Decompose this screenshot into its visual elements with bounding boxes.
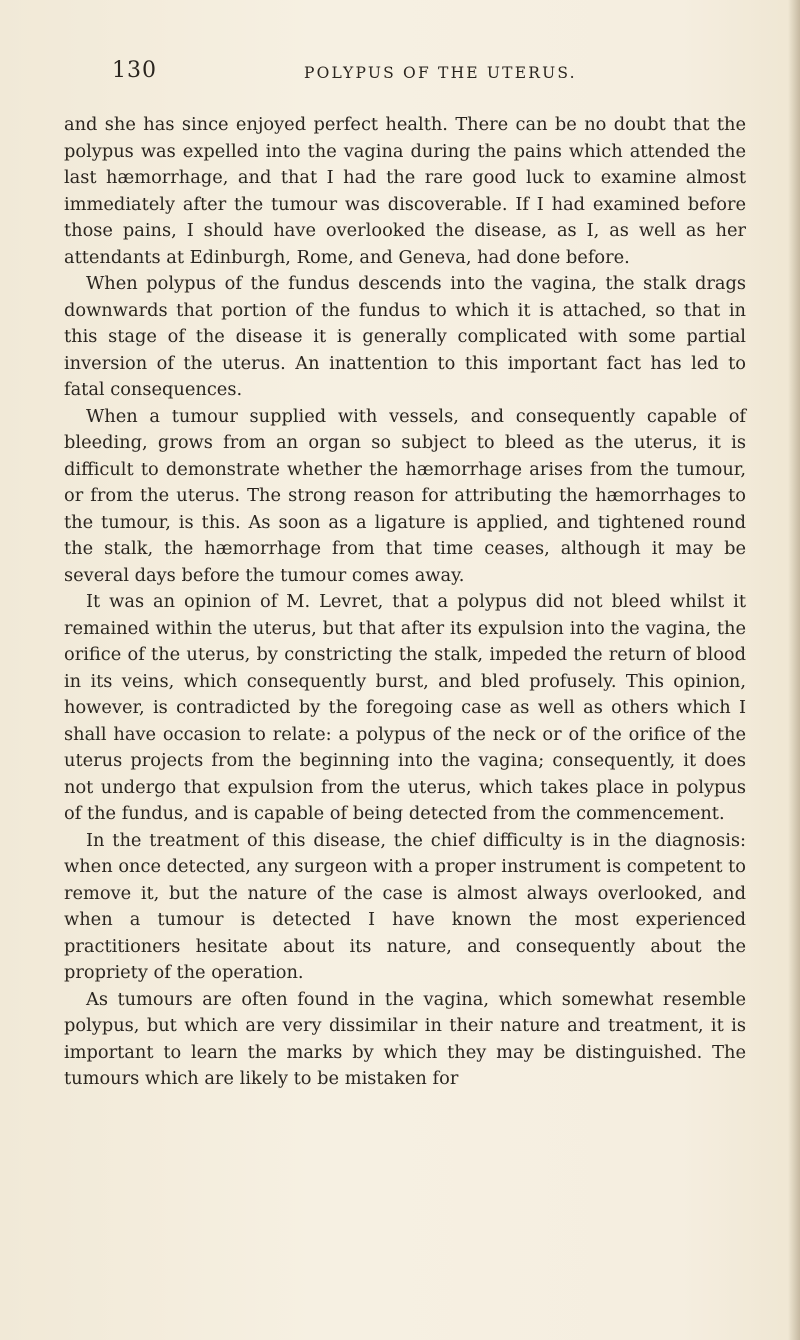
- paragraph: When polypus of the fundus descends into the vagina, the stalk drags downwards that portion of the fundus to which it is attached, so that in this stage of the disease it is generally complicated with some partial inversion of the uterus. An inattention to this important fact has led to fatal consequences.: [64, 273, 746, 400]
- paragraph: In the treatment of this disease, the chief difficulty is in the diagnosis: when once detected, any surgeon with a proper instrument is competent to remove it, but the nature of the case is almost always overlooked, and when a tumour is detected I have known the most experienced practitioners hesitate about its nature, and consequently about the propriety of the operation.: [64, 829, 746, 983]
- paragraph: As tumours are often found in the vagina, which somewhat resemble polypus, but which are very dissimilar in their nature and treatment, it is important to learn the marks by which they may be distinguished. The tumours which are likely to be mistaken for: [64, 988, 746, 1089]
- running-title: POLYPUS OF THE UTERUS.: [304, 64, 577, 82]
- paragraph: When a tumour supplied with vessels, and consequently capable of bleeding, grows from an organ so subject to bleed as the uterus, it is difficult to demonstrate whether the hæmorrhage arises from the tumour, or from the uterus. The strong reason for attributing the hæmorrhages to the tumour, is this. As soon as a ligature is applied, and tightened round the stalk, the hæmorrhage from that time ceases, although it may be several days before the tumour comes away.: [64, 405, 746, 586]
- page-edge-shadow: [788, 0, 800, 1340]
- page-number: 130: [112, 58, 157, 83]
- paragraph: It was an opinion of M. Levret, that a polypus did not bleed whilst it remained within the uterus, but that after its expulsion into the vagina, the orifice of the uterus, by constricting the stalk, impeded the return of blood in its veins, which consequently burst, and bled profusely. This opinion, however, is contradicted by the foregoing case as well as others which I shall have occasion to relate: a polypus of the neck or of the orifice of the uterus projects from the beginning into the vagina; consequently, it does not undergo that expulsion from the uterus, which takes place in polypus of the fundus, and is capable of being detected from the commencement.: [64, 591, 746, 824]
- page-header: [0, 58, 800, 88]
- paragraph-continued: and she has since enjoyed perfect health. There can be no doubt that the polypus was expelled into the vagina during the pains which attended the last hæmorrhage, and that I had the rare good luck to examine almost immediately after the tumour was discoverable. If I had examined before those pains, I should have overlooked the disease, as I, as well as her attendants at Edinburgh, Rome, and Geneva, had done before.: [64, 114, 746, 268]
- body-text: [64, 112, 746, 1093]
